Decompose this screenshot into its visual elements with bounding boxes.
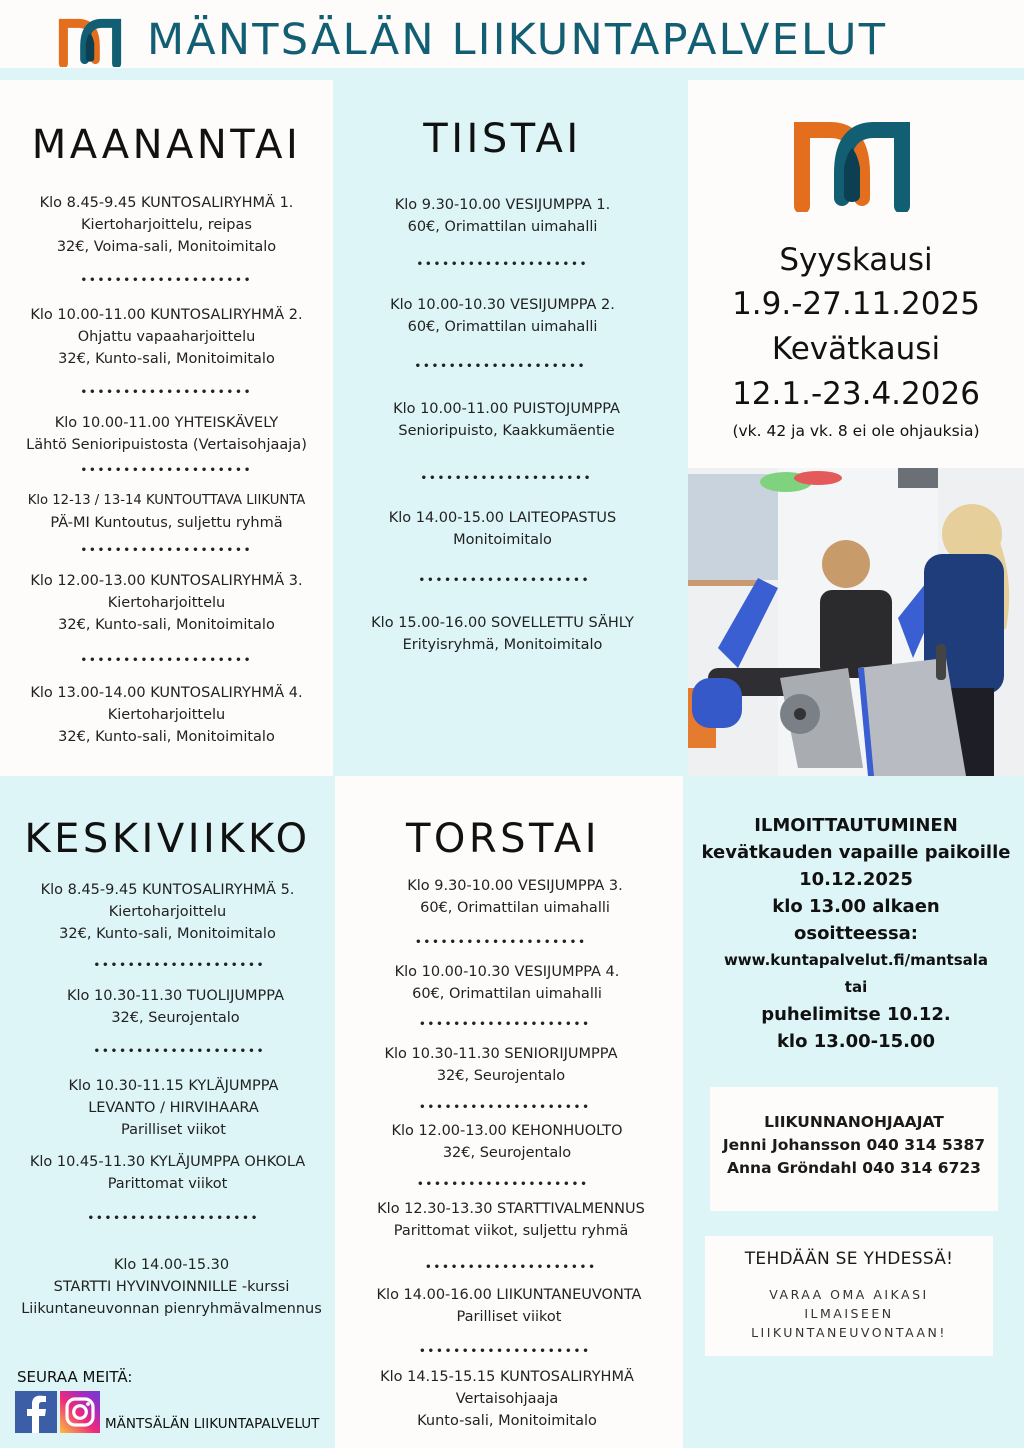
schedule-entry <box>0 570 333 636</box>
brand-logo-icon <box>56 17 124 67</box>
registration-line: klo 13.00-15.00 <box>776 1031 936 1052</box>
schedule-entry <box>0 304 333 370</box>
schedule-entry <box>325 294 680 338</box>
separator: •••••••••••••••••••• <box>80 275 253 286</box>
entry-line: Klo 10.30-11.15 KYLÄJUMPPA <box>68 1078 279 1094</box>
entry-line: Klo 12.30-13.30 STARTTIVALMENNUS <box>377 1201 645 1217</box>
gym-photo-illustration <box>688 468 1024 776</box>
social-account-name[interactable]: MÄNTSÄLÄN LIIKUNTAPALVELUT <box>105 1416 320 1432</box>
schedule-entry <box>325 194 680 238</box>
separator: •••••••••••••••••••• <box>414 361 587 372</box>
day-title: MAANANTAI <box>31 122 302 168</box>
entry-line: Ohjattu vapaaharjoittelu <box>77 329 256 345</box>
schedule-entry <box>337 1198 685 1242</box>
entry-line: 32€, Seurojentalo <box>442 1145 572 1161</box>
entry-line: Klo 14.00-16.00 LIIKUNTANEUVONTA <box>376 1287 642 1303</box>
entry-line: Vertaisohjaaja <box>455 1391 559 1407</box>
entry-line: Kiertoharjoittelu <box>107 595 226 611</box>
schedule-entry <box>0 879 335 945</box>
entry-line: Klo 10.30-11.30 SENIORIJUMPPA <box>384 1046 618 1062</box>
entry-line: Klo 10.00-11.00 KUNTOSALIRYHMÄ 2. <box>30 307 303 323</box>
registration-line: puhelimitse 10.12. <box>761 1004 951 1025</box>
schedule-entry <box>327 1043 675 1087</box>
gym-photo <box>688 468 1024 776</box>
instructor-contact: Jenni Johansson 040 314 5387 <box>722 1136 986 1154</box>
entry-line: 60€, Orimattilan uimahalli <box>407 219 598 235</box>
schedule-entry <box>0 192 333 258</box>
separator: •••••••••••••••••••• <box>93 1046 266 1057</box>
brand-logo-icon <box>792 118 912 212</box>
entry-line: Klo 10.00-10.30 VESIJUMPPA 2. <box>390 297 615 313</box>
entry-line: Klo 13.00-14.00 KUNTOSALIRYHMÄ 4. <box>30 685 303 701</box>
day-title: TIISTAI <box>423 116 582 162</box>
promo-heading: TEHDÄÄN SE YHDESSÄ! <box>744 1249 954 1269</box>
autumn-season-label: Syyskausi <box>779 242 933 278</box>
entry-line: Klo 10.30-11.30 TUOLIJUMPPA <box>67 988 284 1004</box>
spring-season-label: Kevätkausi <box>771 331 941 367</box>
entry-line: LEVANTO / HIRVIHAARA <box>88 1100 259 1116</box>
entry-line: 32€, Kunto-sali, Monitoimitalo <box>58 617 275 633</box>
promo-line: ILMAISEEN <box>804 1306 894 1321</box>
entry-line: Lähtö Senioripuistosta (Vertaisohjaaja) <box>26 437 307 453</box>
separator: •••••••••••••••••••• <box>415 937 587 948</box>
schedule-entry <box>333 1120 681 1164</box>
entry-line: Parittomat viikot, suljettu ryhmä <box>393 1223 629 1239</box>
instructor-contact: Anna Gröndahl 040 314 6723 <box>727 1159 981 1177</box>
entry-line: Parittomat viikot <box>107 1176 228 1192</box>
entry-line: Kunto-sali, Monitoimitalo <box>417 1413 597 1429</box>
autumn-season-dates: 1.9.-27.11.2025 <box>732 286 980 322</box>
entry-line: Klo 12.00-13.00 KUNTOSALIRYHMÄ 3. <box>30 573 303 589</box>
schedule-entry <box>329 398 684 442</box>
entry-line: Liikuntaneuvonnan pienryhmävalmennus <box>21 1301 322 1317</box>
entry-line: 32€, Kunto-sali, Monitoimitalo <box>58 351 275 367</box>
registration-line: osoitteessa: <box>793 923 918 944</box>
schedule-entry <box>0 682 333 748</box>
entry-line: Klo 9.30-10.00 VESIJUMPPA 1. <box>394 197 611 213</box>
schedule-entry <box>325 507 680 551</box>
day-panel-wednesday <box>0 776 335 1448</box>
entry-line: Klo 9.30-10.00 VESIJUMPPA 3. <box>407 878 623 894</box>
page-title: MÄNTSÄLÄN LIIKUNTAPALVELUT <box>147 15 888 65</box>
schedule-entry <box>333 1366 681 1432</box>
entry-line: 32€, Seurojentalo <box>436 1068 566 1084</box>
entry-line: Klo 15.00-16.00 SOVELLETTU SÄHLY <box>371 615 634 631</box>
separator: •••••••••••••••••••• <box>419 1346 591 1357</box>
entry-line: 60€, Orimattilan uimahalli <box>412 986 602 1002</box>
schedule-entry <box>8 985 343 1029</box>
separator: •••••••••••••••••••• <box>419 1102 591 1113</box>
schedule-entry <box>4 1254 339 1320</box>
schedule-entry <box>0 412 333 456</box>
entry-line: 60€, Orimattilan uimahalli <box>407 319 598 335</box>
entry-line: Monitoimitalo <box>453 532 552 548</box>
entry-line: 32€, Kunto-sali, Monitoimitalo <box>58 729 275 745</box>
schedule-entry <box>0 490 333 534</box>
day-title: KESKIVIIKKO <box>24 816 311 862</box>
entry-line: Klo 10.00-11.00 PUISTOJUMPPA <box>393 401 620 417</box>
entry-line: STARTTI HYVINVOINNILLE -kurssi <box>53 1279 290 1295</box>
registration-url-link[interactable]: www.kuntapalvelut.fi/mantsala <box>723 951 989 969</box>
schedule-entry <box>6 1075 341 1141</box>
entry-line: 60€, Orimattilan uimahalli <box>420 900 610 916</box>
schedule-entry <box>333 961 681 1005</box>
separator: •••••••••••••••••••• <box>87 1213 260 1224</box>
season-note: (vk. 42 ja vk. 8 ei ole ohjauksia) <box>732 422 980 440</box>
entry-line: PÄ-MI Kuntoutus, suljettu ryhmä <box>50 515 283 531</box>
schedule-entry <box>325 612 680 656</box>
registration-info <box>688 812 1024 1055</box>
entry-line: Kiertoharjoittelu, reipas <box>81 217 252 233</box>
promo-box <box>705 1236 993 1356</box>
instagram-icon[interactable] <box>60 1391 100 1433</box>
separator: •••••••••••••••••••• <box>80 655 253 666</box>
entry-line: Klo 12.00-13.00 KEHONHUOLTO <box>391 1123 623 1139</box>
facebook-icon[interactable] <box>15 1391 57 1433</box>
registration-line: klo 13.00 alkaen <box>772 896 940 917</box>
entry-line: Klo 8.45-9.45 KUNTOSALIRYHMÄ 1. <box>39 195 294 211</box>
entry-line: Klo 12-13 / 13-14 KUNTOUTTAVA LIIKUNTA <box>27 493 306 508</box>
entry-line: Klo 10.00-10.30 VESIJUMPPA 4. <box>394 964 620 980</box>
promo-line: LIIKUNTANEUVONTAAN! <box>751 1325 947 1340</box>
entry-line: Senioripuisto, Kaakkumäentie <box>398 423 615 439</box>
promo-line: VARAA OMA AIKASI <box>769 1287 929 1302</box>
entry-line: Klo 14.15-15.15 KUNTOSALIRYHMÄ <box>380 1369 634 1385</box>
entry-line: Kiertoharjoittelu <box>107 707 226 723</box>
spring-season-dates: 12.1.-23.4.2026 <box>732 376 980 412</box>
registration-line: tai <box>844 978 868 996</box>
separator: •••••••••••••••••••• <box>93 960 266 971</box>
schedule-entry <box>0 1151 335 1195</box>
registration-line: kevätkauden vapaille paikoille <box>701 842 1011 863</box>
schedule-entry <box>341 875 689 919</box>
entry-line: 32€, Kunto-sali, Monitoimitalo <box>59 926 276 942</box>
entry-line: Erityisryhmä, Monitoimitalo <box>402 637 603 653</box>
entry-line: Klo 14.00-15.30 <box>113 1257 230 1273</box>
entry-line: Klo 10.45-11.30 KYLÄJUMPPA OHKOLA <box>29 1154 306 1170</box>
follow-us-label: SEURAA MEITÄ: <box>17 1368 133 1386</box>
day-panel-monday <box>0 80 333 776</box>
day-panel-thursday <box>335 776 683 1448</box>
separator: •••••••••••••••••••• <box>80 465 253 476</box>
separator: •••••••••••••••••••• <box>80 387 253 398</box>
day-title: TORSTAI <box>405 816 601 862</box>
schedule-entry <box>335 1284 683 1328</box>
entry-line: Klo 8.45-9.45 KUNTOSALIRYHMÄ 5. <box>40 882 295 898</box>
separator: •••••••••••••••••••• <box>420 473 593 484</box>
entry-line: Klo 14.00-15.00 LAITEOPASTUS <box>388 510 617 526</box>
entry-line: 32€, Voima-sali, Monitoimitalo <box>56 239 277 255</box>
entry-line: Klo 10.00-11.00 YHTEISKÄVELY <box>54 415 279 431</box>
instructors-box <box>710 1087 998 1211</box>
header-bar <box>0 0 1024 68</box>
separator: •••••••••••••••••••• <box>80 545 253 556</box>
registration-line: 10.12.2025 <box>799 869 913 890</box>
entry-line: Parilliset viikot <box>121 1122 226 1138</box>
registration-line: ILMOITTAUTUMINEN <box>754 815 958 836</box>
instructors-title: LIIKUNNANOHJAAJAT <box>764 1113 944 1131</box>
separator: •••••••••••••••••••• <box>418 575 591 586</box>
separator: •••••••••••••••••••• <box>419 1019 591 1030</box>
day-panel-tuesday <box>333 80 688 776</box>
separator: •••••••••••••••••••• <box>416 259 589 270</box>
separator: •••••••••••••••••••• <box>417 1179 589 1190</box>
separator: •••••••••••••••••••• <box>425 1262 597 1273</box>
entry-line: Kiertoharjoittelu <box>108 904 227 920</box>
entry-line: Parilliset viikot <box>456 1309 562 1325</box>
entry-line: 32€, Seurojentalo <box>111 1010 240 1026</box>
